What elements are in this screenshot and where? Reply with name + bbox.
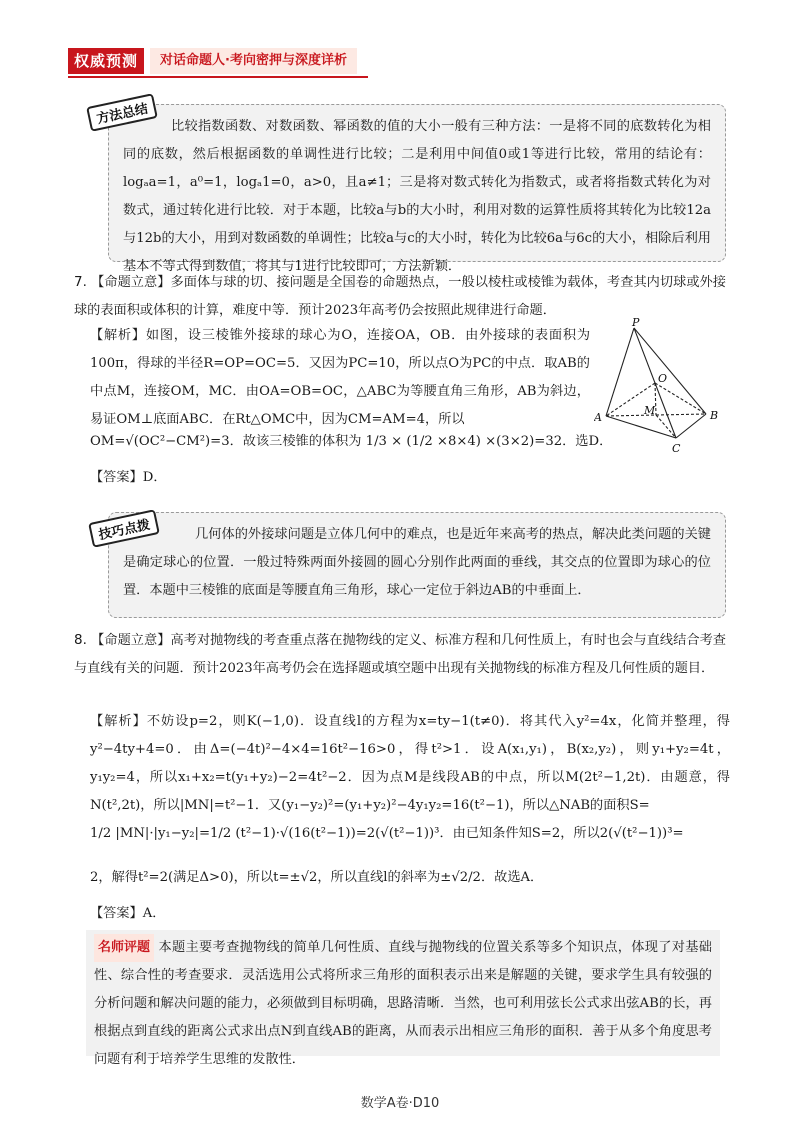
teacher-comment-box xyxy=(86,930,720,1067)
q7-intent xyxy=(74,268,726,325)
q7-analysis-para xyxy=(90,322,590,434)
method-summary-text: 比较指数函数、对数函数、幂函数的值的大小一般有三种方法：一是将不同的底数转化为相同的底数，然后根据函数的单调性进行比较；二是利用中间值0或1等进行比较，常用的结论有：logₐa=1，a⁰=1，logₐ1=0，a>0，且a≠1；三是将对数式转化为指数式，或者将指数式转化为对数式，通过转化进行比较．对于本题，比较a与b的大小时，利用对数的运算性质将其转化为比较12a与12b的大小，用到对数函数的单调性；比较a与c的大小时，转化为比较6a与6c的大小，相除后利用基本不等式得到数值，将其与1进行比较即可，方法新颖． xyxy=(123,119,711,274)
q8-intent-text: 高考对抛物线的考查重点落在抛物线的定义、标准方程和几何性质上，有时也会与直线结合考查与直线有关的问题．预计2023年高考仍会在选择题或填空题中出现有关抛物线的标准方程及几何性质的题目． xyxy=(74,633,726,676)
q7-answer xyxy=(90,464,167,492)
q7-intent-text: 多面体与球的切、接问题是全国卷的命题热点，一般以棱柱或棱锥为载体，考查其内切球或外接球的表面积或体积的计算，难度中等．预计2023年高考仍会按照此规律进行命题． xyxy=(74,275,726,318)
label-O: O xyxy=(658,372,668,385)
q8-analysis xyxy=(90,708,730,820)
q7-analysis-text: 如图，设三棱锥外接球的球心为O，连接OA，OB．由外接球的表面积为100π，得球的半径R=OP=OC=5．又因为PC=10，所以点O为PC的中点．取AB的中点M，连接OM，MC．由OA=OB=OC，△ABC为等腰直角三角形，AB为斜边，易证OM⊥底面ABC．在Rt△OMC中，因为CM=AM=4，所以 xyxy=(90,328,591,427)
q8-intent-label: 【命题立意】 xyxy=(91,633,171,648)
q7-analysis-label: 【解析】 xyxy=(90,328,146,343)
tip-box xyxy=(108,512,726,618)
q8-intent xyxy=(74,626,726,683)
header-subtitle: 对话命题人·考向密押与深度详析 xyxy=(150,48,357,74)
q8-analysis-para xyxy=(90,708,730,820)
q7-formula-line: OM=√(OC²−CM²)=3．故该三棱锥的体积为 1/3 × (1/2 ×8×4) ×(3×2)=32．选D． xyxy=(90,434,613,449)
teacher-comment-tag: 名师评题 xyxy=(94,934,154,962)
label-P: P xyxy=(632,318,640,329)
q7-intent-label: 【命题立意】 xyxy=(91,275,171,290)
q8-answer-value: A． xyxy=(142,906,166,921)
edge-AC xyxy=(606,416,676,438)
method-summary-tag: 方法总结 xyxy=(86,93,158,132)
q8-answer xyxy=(90,900,165,928)
q8-analysis-text: 不妨设p=2，则K(−1,0)．设直线l的方程为x=ty−1(t≠0)．将其代入y²=4x，化简并整理，得y²−4ty+4=0．由Δ=(−4t)²−4×4=16t²−16>0，得t²>1．设A(x₁,y₁)，B(x₂,y₂)，则y₁+y₂=4t，y₁y₂=4，所以x₁+x₂=t(y₁+y₂)−2=4t²−2．因为点M是线段AB的中点，所以M(2t²−1,2t)．由题意，得N(t²,2t)，所以|MN|=t²−1．又(y₁−y₂)²=(y₁+y₂)²−4y₁y₂=16(t²−1)，所以△NAB的面积S= xyxy=(90,714,730,813)
q8-number: 8. xyxy=(74,632,87,648)
header-rule xyxy=(68,76,368,78)
edge-PB xyxy=(634,328,706,414)
label-A: A xyxy=(594,411,602,424)
q8-answer-label: 【答案】 xyxy=(90,906,143,921)
tip-tag: 技巧点拨 xyxy=(88,509,160,548)
method-summary-box xyxy=(108,104,726,274)
edge-PA xyxy=(606,328,634,416)
q7-answer-value: D． xyxy=(142,470,167,485)
q8-analysis-label: 【解析】 xyxy=(90,714,147,729)
q7-number: 7. xyxy=(74,274,87,290)
segment-OB xyxy=(655,383,706,414)
pyramid-figure xyxy=(594,318,734,460)
edge-BC xyxy=(676,414,706,438)
question-7 xyxy=(74,268,726,325)
q7-analysis xyxy=(90,322,590,434)
q8-formula-line: 1/2 |MN|·|y₁−y₂|=1/2 (t²−1)·√(16(t²−1))=2(√(t²−1))³．由已知条件知S=2，所以2(√(t²−1))³= xyxy=(90,826,684,841)
question-8 xyxy=(74,626,726,683)
label-C: C xyxy=(672,442,681,455)
q8-formula xyxy=(90,820,730,848)
page-footer: 数学A卷·D10 xyxy=(360,1096,440,1111)
q8-formula-line-2: 2，解得t²=2(满足Δ>0)，所以t=±√2，所以直线l的斜率为±√2/2．故选A． xyxy=(90,870,544,885)
header-brand: 权威预测 xyxy=(68,48,144,74)
label-M: M xyxy=(644,404,656,417)
q8-formula-2 xyxy=(90,864,730,892)
teacher-comment-text: 本题主要考查抛物线的简单几何性质、直线与抛物线的位置关系等多个知识点，体现了对基础性、综合性的考查要求．灵活选用公式将所求三角形的面积表示出来是解题的关键，要求学生具有较强的分析问题和解决问题的能力，必须做到目标明确，思路清晰．当然，也可利用弦长公式求出弦AB的长，再根据点到直线的距离公式求出点N到直线AB的距离，从而表示出相应三角形的面积．善于从多个角度思考问题有利于培养学生思维的发散性． xyxy=(94,940,712,1067)
q7-answer-label: 【答案】 xyxy=(90,470,143,485)
teacher-comment-para xyxy=(94,934,712,1074)
tip-text: 几何体的外接球问题是立体几何中的难点，也是近年来高考的热点，解决此类问题的关键是确定球心的位置．一般过特殊两面外接圆的圆心分别作此两面的垂线，其交点的位置即为球心的位置．本题中三棱锥的底面是等腰直角三角形，球心一定位于斜边AB的中垂面上． xyxy=(123,527,711,598)
label-B: B xyxy=(710,409,719,422)
